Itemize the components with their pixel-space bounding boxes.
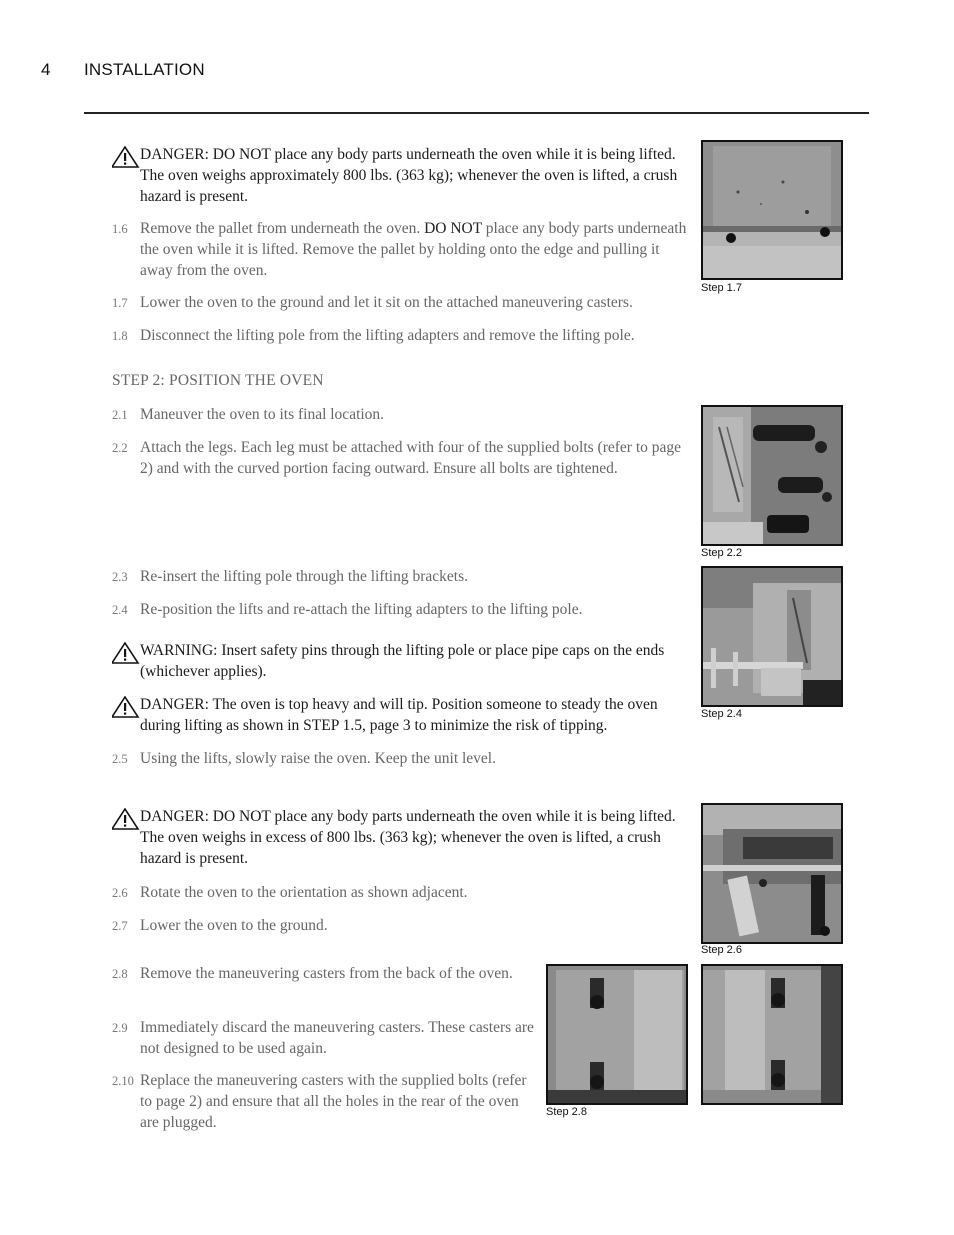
step-number: 2.4 (112, 603, 128, 617)
step-number: 2.1 (112, 408, 128, 422)
step-number: 2.10 (112, 1074, 134, 1088)
step-item (112, 915, 687, 936)
step-text: Immediately discard the maneuvering casters. These casters are not designed to be used again. (140, 1019, 534, 1057)
step-item (112, 218, 687, 281)
page-section-title: INSTALLATION (84, 60, 205, 79)
step-number: 2.5 (112, 752, 128, 766)
step-text: Disconnect the lifting pole from the lifting adapters and remove the lifting pole. (140, 327, 635, 344)
warning-triangle-icon (112, 642, 140, 664)
step-item (112, 1017, 534, 1059)
figure-caption: Step 2.6 (701, 944, 742, 956)
step-item (112, 963, 534, 984)
step-number: 2.2 (112, 441, 128, 455)
warning-notice-text: WARNING: Insert safety pins through the lifting pole or place pipe caps on the ends (whichever applies). (140, 642, 665, 680)
step-item (112, 292, 687, 313)
danger-notice-text: DANGER: DO NOT place any body parts underneath the oven while it is being lifted. The oven weighs approximately 800 lbs. (363 kg); whenever the oven is lifted, a crush hazard is present. (140, 146, 678, 205)
step-text-emphasis: DO NOT (424, 220, 482, 237)
step-text: Maneuver the oven to its final location. (140, 406, 385, 423)
header-divider (84, 112, 869, 114)
step-number: 1.8 (112, 329, 128, 343)
step-item (112, 1070, 534, 1133)
danger-notice (112, 144, 687, 207)
step-item (112, 404, 687, 425)
warning-triangle-icon (112, 146, 140, 168)
step-text-part: Remove the pallet from underneath the oven. (140, 220, 425, 237)
step-2-2-photo (701, 405, 843, 546)
step-1-7-photo (701, 140, 843, 280)
step-number: 1.7 (112, 296, 128, 310)
step-text: Remove the maneuvering casters from the back of the oven. (140, 965, 513, 982)
figure-caption: Step 1.7 (701, 282, 742, 294)
page-number: 4 (41, 60, 51, 79)
danger-notice-text: DANGER: DO NOT place any body parts underneath the oven while it is being lifted. The oven weighs in excess of 800 lbs. (363 kg); whenever the oven is lifted, a crush hazard is present. (140, 808, 676, 867)
step-text-part: place any body parts underneath the oven while it is lifted. Remove the pallet by holding onto the edge and pulling it away from the oven. (140, 220, 687, 279)
danger-notice (112, 694, 687, 736)
step-text: Re-position the lifts and re-attach the lifting adapters to the lifting pole. (140, 601, 583, 618)
step-item (112, 566, 687, 587)
step-text (140, 218, 687, 281)
step-item (112, 325, 687, 346)
figure-caption: Step 2.8 (546, 1106, 587, 1118)
step-text: Attach the legs. Each leg must be attached with four of the supplied bolts (refer to page 2) and with the curved portion facing outward. Ensure all bolts are tightened. (140, 439, 682, 477)
step-number: 2.8 (112, 967, 128, 981)
step-number: 1.6 (112, 222, 128, 236)
step-text: Lower the oven to the ground. (140, 917, 328, 934)
danger-notice-text: DANGER: The oven is top heavy and will tip. Position someone to steady the oven during lifting as shown in STEP 1.5, page 3 to minimize the risk of tipping. (140, 696, 658, 734)
step-number: 2.3 (112, 570, 128, 584)
step-item (112, 599, 687, 620)
step-text: Replace the maneuvering casters with the supplied bolts (refer to page 2) and ensure that all the holes in the rear of the oven are plugged. (140, 1072, 527, 1131)
step-item (112, 748, 687, 769)
step-text: Rotate the oven to the orientation as shown adjacent. (140, 884, 468, 901)
figure-caption: Step 2.4 (701, 708, 742, 720)
warning-notice (112, 640, 687, 682)
section-heading: STEP 2: POSITION THE OVEN (112, 372, 324, 389)
warning-triangle-icon (112, 696, 140, 718)
step-number: 2.7 (112, 919, 128, 933)
step-text: Re-insert the lifting pole through the lifting brackets. (140, 568, 469, 585)
step-2-4-photo (701, 566, 843, 707)
figure-caption: Step 2.2 (701, 547, 742, 559)
step-text: Using the lifts, slowly raise the oven. Keep the unit level. (140, 750, 496, 767)
step-2-6-photo (701, 803, 843, 944)
step-text: Lower the oven to the ground and let it sit on the attached maneuvering casters. (140, 294, 633, 311)
warning-triangle-icon (112, 808, 140, 830)
step-item (112, 437, 687, 479)
step-2-8-photo-after (701, 964, 843, 1105)
step-item (112, 882, 687, 903)
danger-notice (112, 806, 687, 869)
step-number: 2.6 (112, 886, 128, 900)
step-number: 2.9 (112, 1021, 128, 1035)
step-2-8-photo-before (546, 964, 688, 1105)
